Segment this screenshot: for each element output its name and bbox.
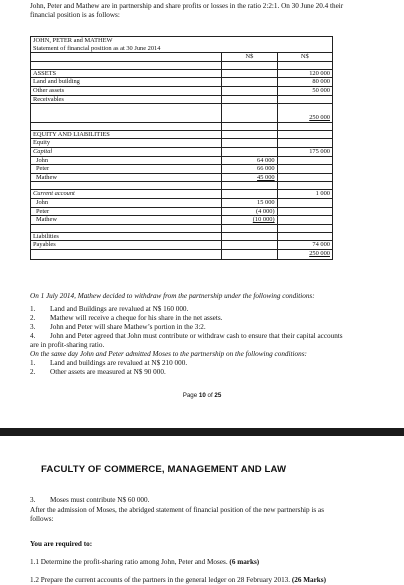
question-1-2 — [30, 576, 380, 585]
partner-name: Peter — [31, 207, 222, 216]
asset-value: 120 000 — [277, 69, 332, 78]
current-value: (4 000) — [222, 207, 277, 216]
partner-name: Peter — [31, 165, 222, 174]
question-text: 1.1 Determine the profit-sharing ratio among John, Peter and Moses. — [30, 558, 228, 566]
page-prefix: Page — [182, 392, 199, 399]
conditions-section — [30, 292, 375, 377]
condition-text: Mathew will receive a cheque for his share in the net assets. — [50, 314, 223, 322]
item-number: 3. — [30, 323, 36, 331]
item-number: 4. — [30, 332, 36, 340]
admission-intro: On the same day John and Peter admitted Moses to the partnership on the following conditions: — [30, 350, 307, 358]
page-separator-band — [0, 428, 404, 436]
payables-value: 74 000 — [277, 241, 332, 250]
partner-name: Mathew — [31, 216, 222, 225]
question-marks: (6 marks) — [229, 558, 260, 566]
question-marks: (26 Marks) — [291, 576, 326, 584]
statement-subtitle: Statement of financial position as at 30 June 2014 — [31, 45, 333, 53]
intro-line: financial position is as follows: — [30, 11, 120, 19]
item-number: 1. — [30, 359, 36, 367]
question-text: 1.2 Prepare the current accounts of the partners in the general ledger on 28 February 2013. — [30, 576, 291, 584]
item-number: 2. — [30, 368, 36, 376]
page-number — [0, 392, 404, 399]
item-number: 3. — [30, 496, 36, 504]
statement-title: JOHN, PETER and MATHEW — [31, 37, 333, 45]
asset-value: 80 000 — [277, 78, 332, 87]
condition-text: Land and Buildings are revalued at N$ 160 000. — [50, 305, 189, 313]
condition-text: Other assets are measured at N$ 90 000. — [50, 368, 166, 376]
current-value: 15 000 — [222, 198, 277, 207]
item-number: 2. — [30, 314, 36, 322]
capital-value: 45 000 — [257, 173, 275, 181]
capital-value: 64 000 — [222, 156, 277, 165]
financial-position-table — [30, 36, 333, 260]
current-value: (10 000) — [252, 216, 275, 224]
partner-name: Mathew — [31, 173, 222, 182]
page-current: 10 — [198, 392, 206, 399]
withdrawal-intro: On 1 July 2014, Mathew decided to withdraw from the partnership under the following conditions: — [30, 292, 315, 300]
condition-text: John and Peter will share Mathew’s portion in the 3:2. — [50, 323, 206, 331]
intro-line: John, Peter and Mathew are in partnership and share profits or losses in the ratio 2:2:1. On 30 June 20.4 their — [30, 2, 344, 10]
intro-paragraph — [30, 2, 375, 20]
payables-label: Payables — [31, 241, 222, 250]
condition-continued: are in profit-sharing ratio. — [30, 341, 105, 349]
page-total: 25 — [214, 392, 222, 399]
current-account-label: Current account — [31, 190, 222, 199]
partner-name: John — [31, 156, 222, 165]
after-admission-text: follows: — [30, 515, 54, 523]
column-header: N$ — [277, 53, 332, 62]
assets-total: 250 000 — [309, 114, 330, 122]
partner-name: John — [31, 198, 222, 207]
capital-total: 175 000 — [277, 147, 332, 156]
capital-label: Capital — [31, 147, 222, 156]
equity-label: Equity — [31, 139, 222, 148]
faculty-heading: FACULTY OF COMMERCE, MANAGEMENT AND LAW — [41, 464, 287, 475]
condition-text: John and Peter agreed that John must contribute or withdraw cash to ensure that their capital accounts — [50, 332, 343, 340]
asset-label: Land and building — [31, 78, 222, 87]
assets-heading: ASSETS — [31, 69, 222, 78]
current-total: 1 000 — [277, 190, 332, 199]
grand-total: 250 000 — [309, 249, 330, 257]
condition-text: Land and buildings are revalued at N$ 210 000. — [50, 359, 188, 367]
page-of: of — [205, 392, 215, 399]
item-number: 1. — [30, 305, 36, 313]
column-header: N$ — [222, 53, 277, 62]
asset-value: 50 000 — [277, 86, 332, 95]
asset-label: Other assets — [31, 86, 222, 95]
question-1-1 — [30, 558, 380, 567]
question-section — [30, 496, 380, 585]
capital-value: 66 000 — [222, 165, 277, 174]
condition-text: Moses must contribute N$ 60 000. — [50, 496, 150, 504]
after-admission-text: After the admission of Moses, the abridged statement of financial position of the new partnership is as — [30, 506, 325, 514]
required-heading: You are required to: — [30, 540, 93, 548]
asset-label: Receivables — [31, 95, 222, 104]
liabilities-label: Liabilities — [31, 232, 222, 241]
equity-heading: EQUITY AND LIABILITIES — [31, 130, 222, 139]
